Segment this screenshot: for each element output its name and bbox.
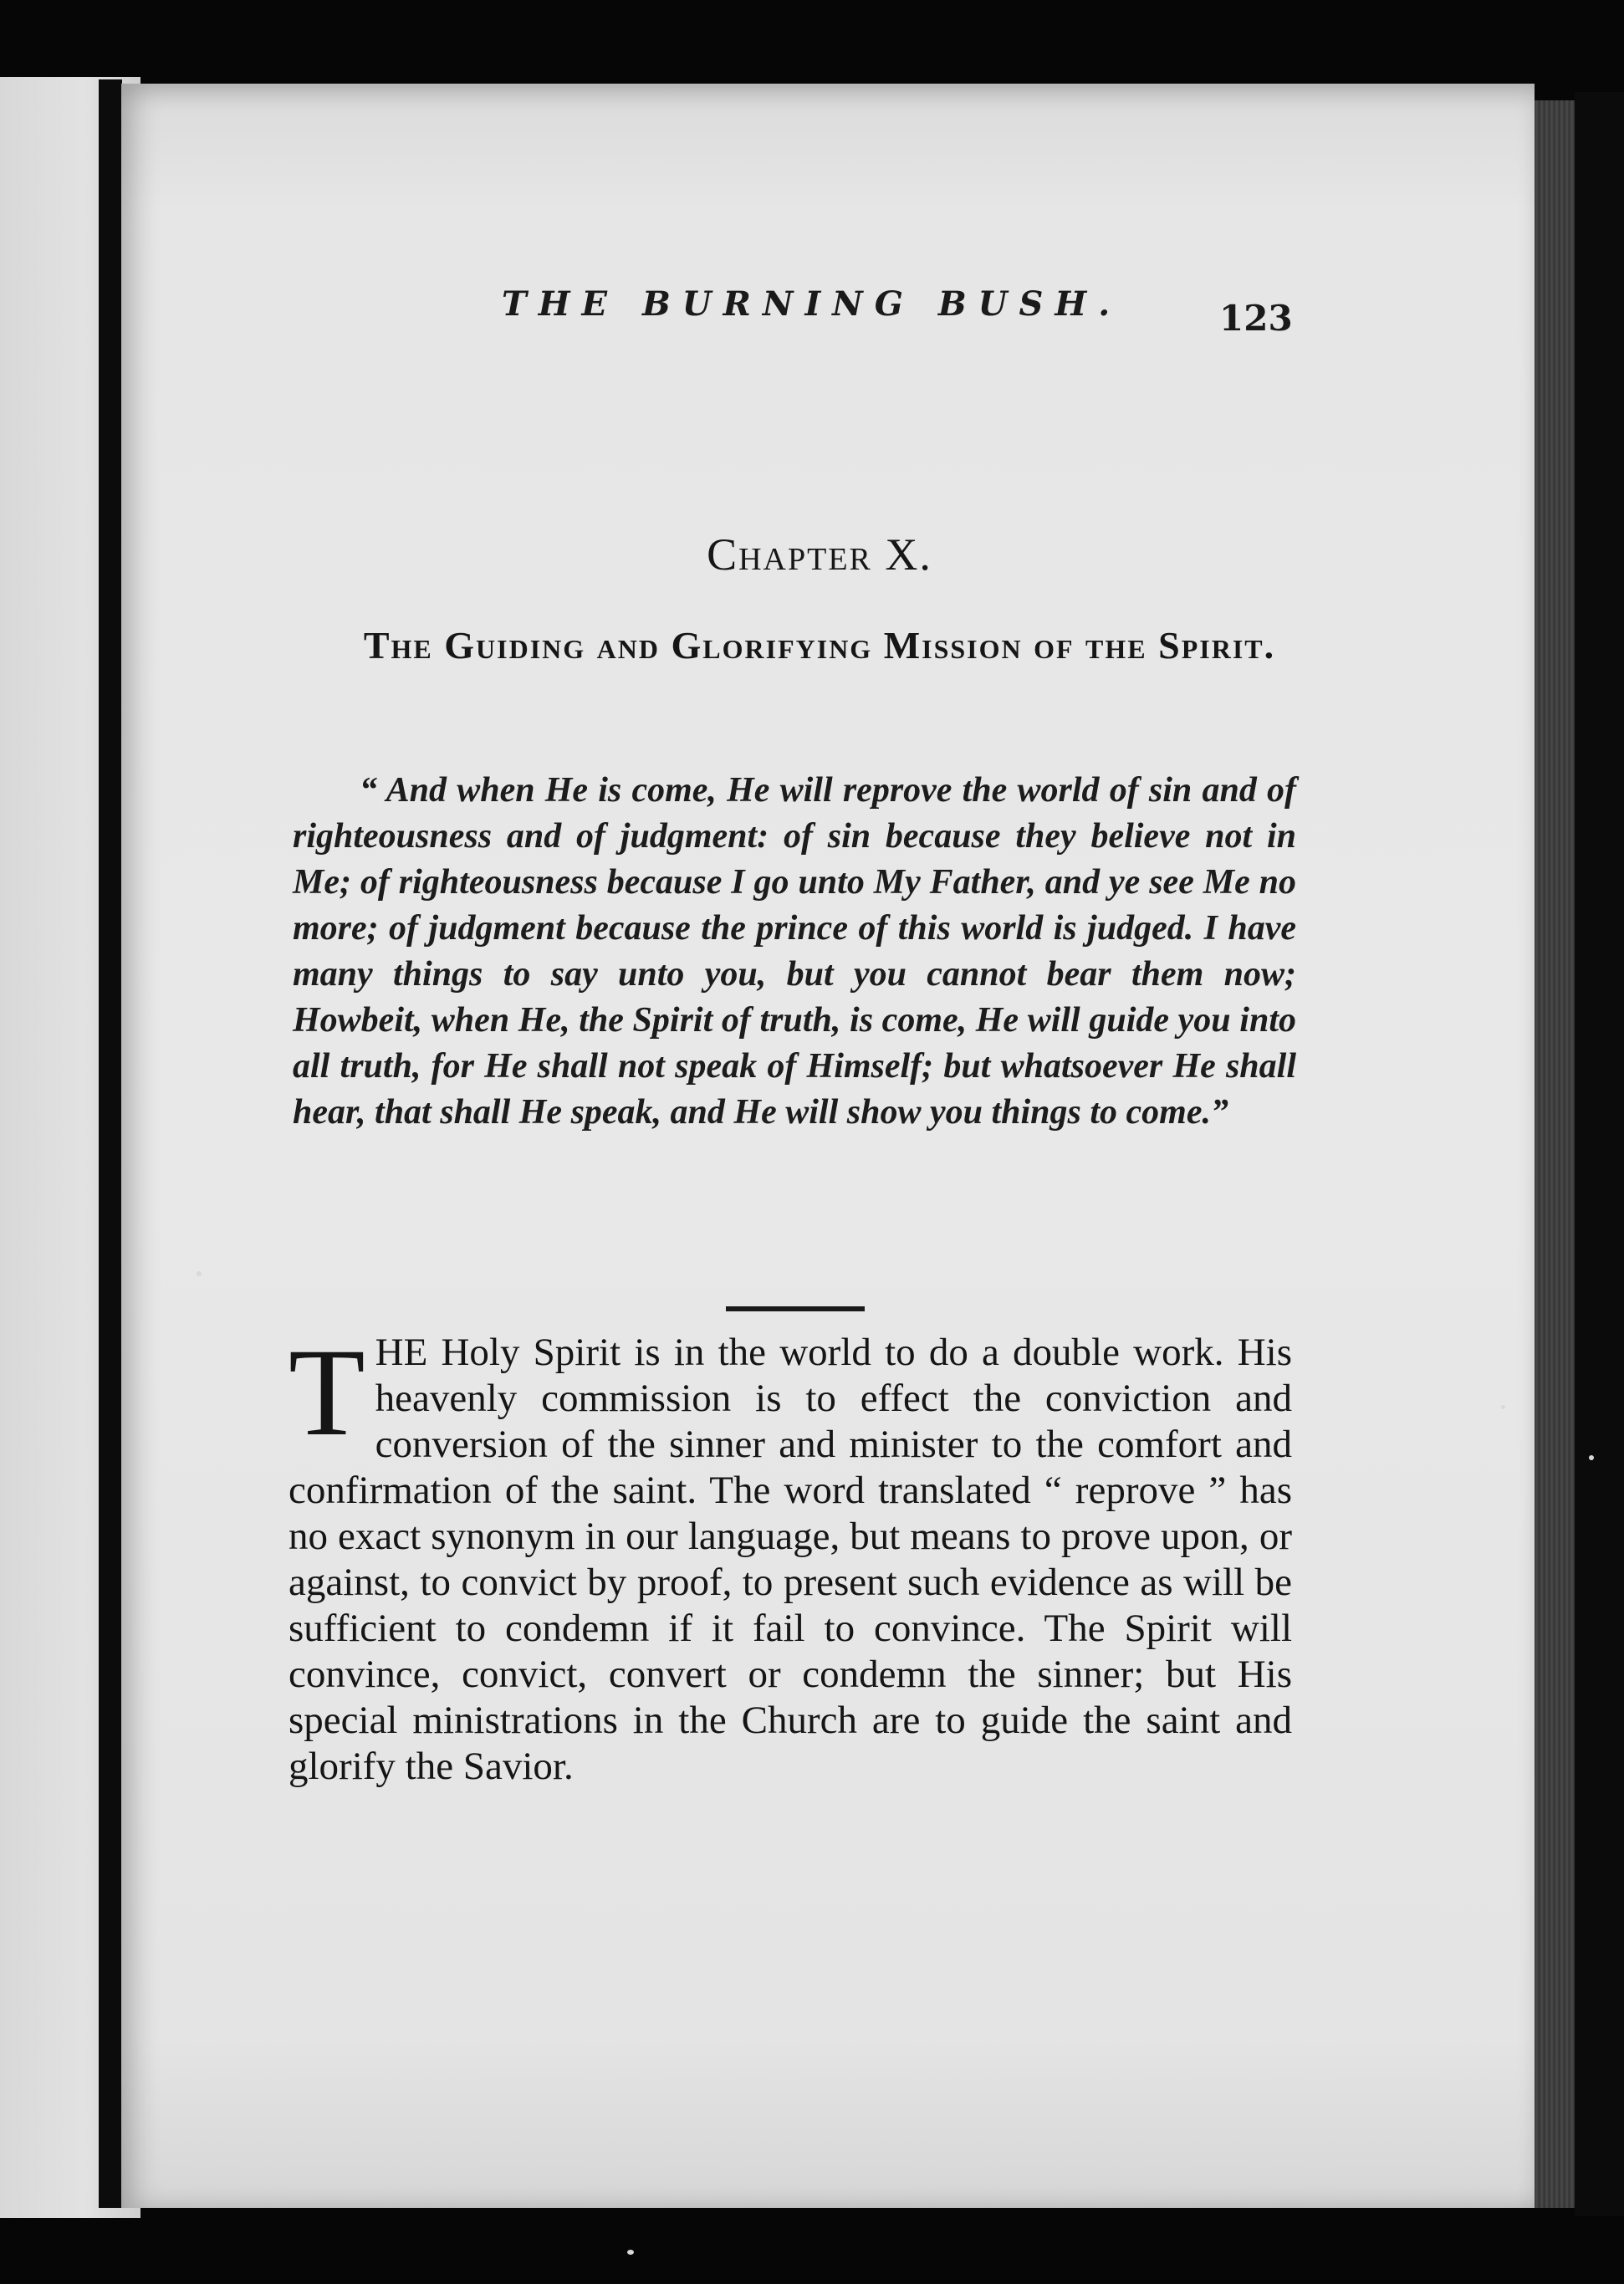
page-block-edge	[1535, 100, 1575, 2208]
scan-border-right	[1575, 92, 1624, 2216]
section-rule	[726, 1306, 865, 1311]
drop-cap: T	[289, 1323, 365, 1462]
chapter-heading: Chapter X.	[707, 529, 932, 580]
dust-speck	[1501, 1405, 1505, 1409]
body-paragraph-text: HE Holy Spirit is in the world to do a double work. His heavenly commission is to effect the conviction and conversion of the sinner and minister to the comfort and confirmation of the saint. The word translated “ reprove ” has no exact synonym in our language, but means to prove upon, or against, to convict by proof, to present such evidence as will be sufficient to condemn if it fail to convince. The Spirit will convince, convict, convert or condemn the sinner; but His special ministrations in the Church are to guide the saint and glorify the Savior.	[289, 1331, 1292, 1788]
dust-speck	[197, 1271, 202, 1276]
body-paragraph	[289, 1323, 1292, 1790]
running-head: THE BURNING BUSH.	[502, 284, 1122, 324]
scripture-epigraph: “ And when He is come, He will reprove the world of sin and of righteousness and of judgment: of sin because they believe not in Me; of righteousness because I go unto My Father, and ye see Me no more; of judgment because the prince of this world is judged. I have many things to say unto you, but you cannot bear them now; Howbeit, when He, the Spirit of truth, is come, He will guide you into all truth, for He shall not speak of Himself; but whatsoever He shall hear, that shall He speak, and He will show you things to come.”	[293, 771, 1296, 1132]
dust-speck	[627, 2250, 634, 2255]
book-page	[121, 84, 1535, 2208]
chapter-title: The Guiding and Glorifying Mission of the Spirit.	[363, 624, 1276, 667]
dust-speck	[1589, 1455, 1594, 1460]
book-gutter	[99, 79, 122, 2208]
page-number: 123	[1219, 298, 1293, 339]
